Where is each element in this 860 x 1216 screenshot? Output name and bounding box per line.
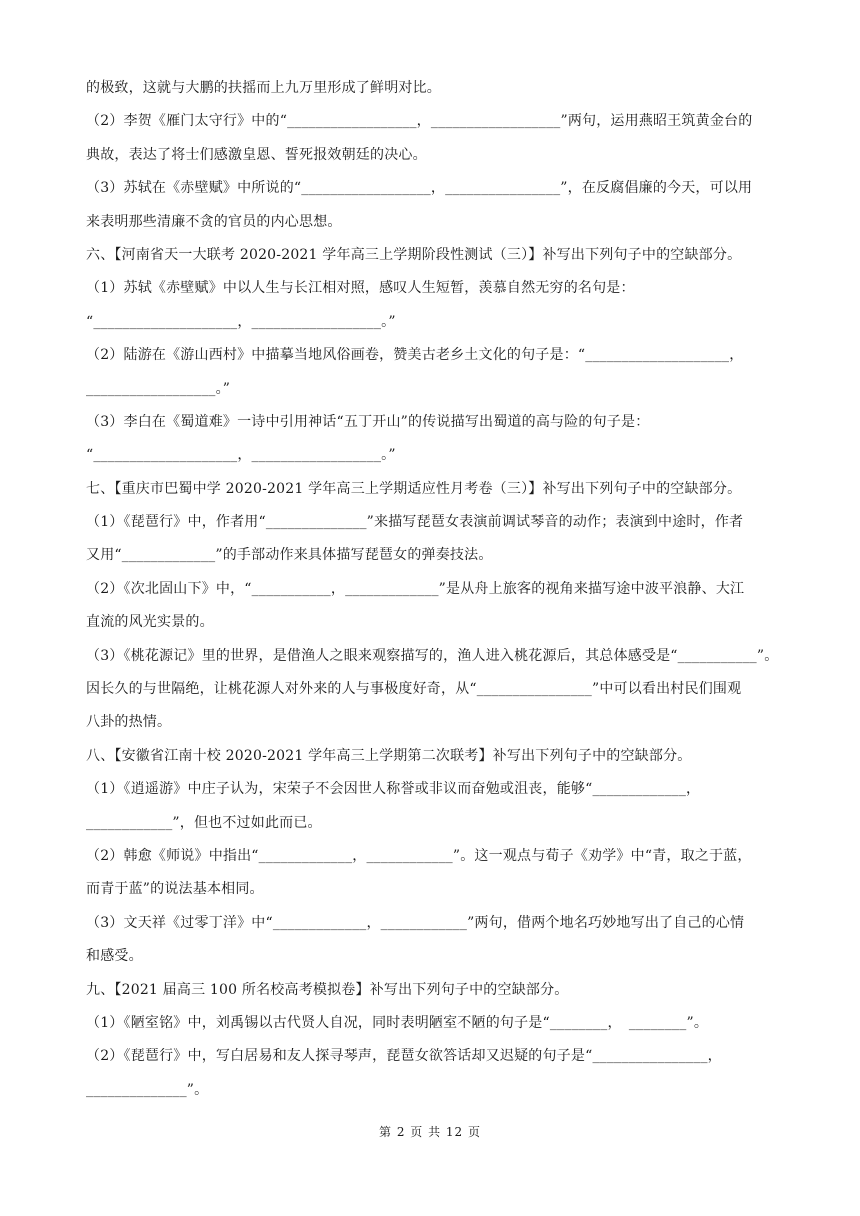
text-line: （1）苏轼《赤壁赋》中以人生与长江相对照，感叹人生短暂，羡慕自然无穷的名句是： [86,280,635,297]
page-footer: 第 2 页 共 12 页 [379,1125,481,1139]
text-line: 六、【河南省天一大联考 2020-2021 学年高三上学期阶段性测试（三）】补写出下列句子中的空缺部分。 [86,246,742,263]
text-line: 典故，表达了将士们感激皇恩、誓死报效朝廷的决心。 [86,146,427,163]
text-line: （2）韩愈《师说》中指出“_____________，____________”。这一观点与荀子《劝学》中“青，取之于蓝， [86,847,752,864]
text-line: （3）苏轼在《赤壁赋》中所说的“__________________，________________”，在反腐倡廉的今天，可以用 [86,180,753,197]
text-line: （1）《琵琶行》中，作者用“______________”来描写琵琶女表演前调试琴音的动作；表演到中途时，作者 [86,514,744,531]
text-line: 又用“_____________”的手部动作来具体描写琵琶女的弹奏技法。 [86,547,493,564]
text-line: 七、【重庆市巴蜀中学 2020-2021 学年高三上学期适应性月考卷（三）】补写出下列句子中的空缺部分。 [86,480,742,497]
text-line: （2）李贺《雁门太守行》中的“__________________，__________________”两句，运用燕昭王筑黄金台的 [86,113,753,130]
text-line: 直流的风光实景的。 [86,614,214,631]
text-line: 八、【安徽省江南十校 2020-2021 学年高三上学期第二次联考】补写出下列句子中的空缺部分。 [86,747,692,764]
text-line: （2）《次北固山下》中，“___________，_____________”是从舟上旅客的视角来描写途中波平浪静、大江 [86,580,745,597]
text-line: （3）《桃花源记》里的世界，是借渔人之眼来观察描写的，渔人进入桃花源后，其总体感受是“___________”。 [86,647,779,664]
text-line: 来表明那些清廉不贪的官员的内心思想。 [86,213,342,230]
text-line: 而青于蓝”的说法基本相同。 [86,881,264,898]
text-line: ______________”。 [86,1081,209,1098]
page-body [86,72,782,1107]
text-line: 的极致，这就与大鹏的扶摇而上九万里形成了鲜明对比。 [86,80,441,96]
text-line: 和感受。 [86,948,143,965]
text-line: （1）《陋室铭》中，刘禹锡以古代贤人自况，同时表明陋室不陋的句子是“________， ________”。 [86,1014,709,1031]
text-line: 八卦的热情。 [86,714,172,731]
text-line: “____________________，__________________。” [86,447,396,464]
text-line: （2）《琵琶行》中，写白居易和友人探寻琴声，琵琶女欲答话却又迟疑的句子是“________________， [86,1048,722,1065]
text-line: （3）李白在《蜀道难》一诗中引用神话“五丁开山”的传说描写出蜀道的高与险的句子是： [86,413,650,430]
text-line: （1）《逍遥游》中庄子认为，宋荣子不会因世人称誉或非议而奋勉或沮丧，能够“_____________， [86,781,701,798]
text-line: （2）陆游在《游山西村》中描摹当地风俗画卷，赞美古老乡土文化的句子是：“____________________， [86,347,744,364]
text-line: “____________________，__________________。” [86,313,396,330]
text-line: __________________。” [86,380,231,397]
text-line: 因长久的与世隔绝，让桃花源人对外来的人与事极度好奇，从“________________”中可以看出村民们围观 [86,681,742,698]
text-line: （3）文天祥《过零丁洋》中“_____________，____________”两句，借两个地名巧妙地写出了自己的心情 [86,914,745,931]
text-line: ____________”，但也不过如此而已。 [86,814,322,831]
text-line: 九、【2021 届高三 100 所名校高考模拟卷】补写出下列句子中的空缺部分。 [86,981,569,998]
